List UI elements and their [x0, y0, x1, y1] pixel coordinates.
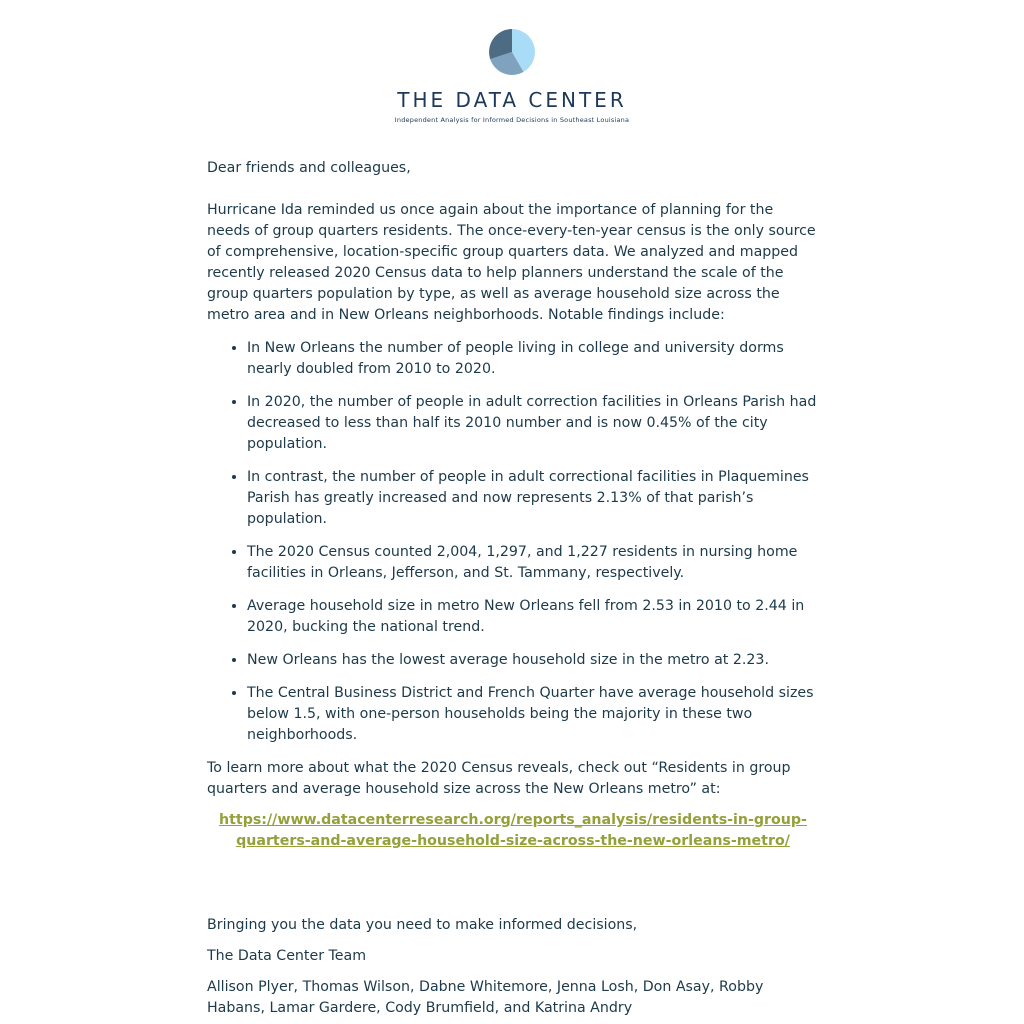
pie-chart-logo-icon — [488, 28, 536, 76]
findings-list — [207, 338, 819, 746]
closing-line: Bringing you the data you need to make informed decisions, — [207, 917, 638, 933]
brand-tagline: Independent Analysis for Informed Decisions in Southeast Louisiana — [394, 116, 630, 124]
email-header — [0, 28, 1024, 124]
finding-item: • In contrast, the number of people in adult correctional facilities in Plaquemines Parish has greatly increased and now represents 2.13% of that parish’s population. — [247, 467, 819, 530]
finding-item: • Average household size in metro New Orleans fell from 2.53 in 2010 to 2.44 in 2020, bucking the national trend. — [247, 596, 819, 638]
finding-item: • New Orleans has the lowest average household size in the metro at 2.23. — [247, 650, 819, 671]
brand-name: THE DATA CENTER — [397, 88, 627, 112]
report-link[interactable]: https://www.datacenterresearch.org/reports_analysis/residents-in-group-quarters-and-average-household-size-across-the-new-orleans-metro/ — [219, 812, 807, 849]
intro-paragraph: Hurricane Ida reminded us once again about the importance of planning for the needs of group quarters residents. The once-every-ten-year census is the only source of comprehensive, location-specific group quarters data. We analyzed and mapped recently released 2020 Census data to help planners understand the scale of the group quarters population by type, as well as average household size across the metro area and in New Orleans neighborhoods. Notable findings include: — [207, 202, 816, 323]
finding-item: • In New Orleans the number of people living in college and university dorms nearly doubled from 2010 to 2020. — [247, 338, 819, 380]
email-body — [207, 158, 819, 1019]
team-signature: The Data Center Team — [207, 948, 367, 964]
learn-more-text: To learn more about what the 2020 Census reveals, check out “Residents in group quarters and average household size across the New Orleans metro” at: — [207, 760, 791, 797]
finding-item: • The Central Business District and French Quarter have average household sizes below 1.5, with one-person households being the majority in these two neighborhoods. — [247, 683, 819, 746]
finding-item: • In 2020, the number of people in adult correction facilities in Orleans Parish had decreased to less than half its 2010 number and is now 0.45% of the city population. — [247, 392, 819, 455]
finding-item: • The 2020 Census counted 2,004, 1,297, and 1,227 residents in nursing home facilities in Orleans, Jefferson, and St. Tammany, respectively. — [247, 542, 819, 584]
team-members: Allison Plyer, Thomas Wilson, Dabne Whitemore, Jenna Losh, Don Asay, Robby Habans, Lamar Gardere, Cody Brumfield, and Katrina Andry — [207, 979, 764, 1016]
greeting: Dear friends and colleagues, — [207, 160, 411, 176]
